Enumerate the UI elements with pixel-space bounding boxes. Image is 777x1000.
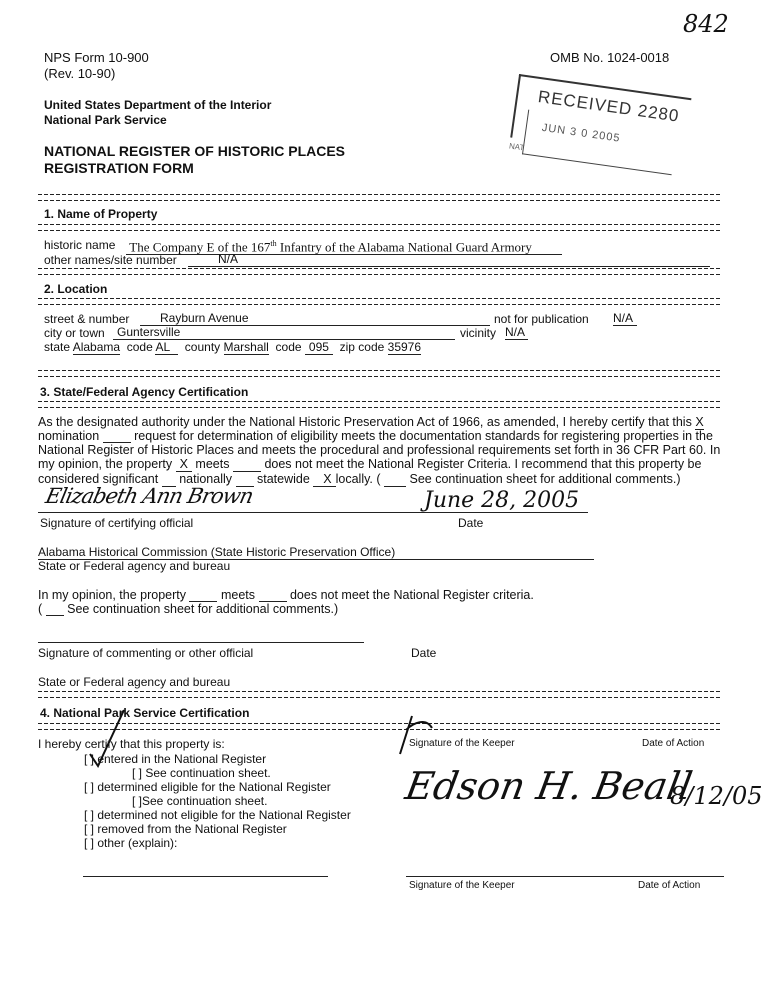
city-text: Guntersville [117,325,181,339]
cert-text-4c: does not meet the National Register Criteria. I recommend that this property be [264,457,702,471]
opinion-text-1a: In my opinion, the property [38,588,186,602]
certifying-date-handwritten: June 28, 2005 [424,488,580,513]
opinion-text-1c: does not meet the National Register criteria. [289,588,534,602]
action-label-1: Date of Action [642,738,705,749]
keeper-line-2 [406,876,724,877]
code-value: AL [155,340,178,355]
opinion-continuation-blank [46,602,64,616]
section-divider [38,691,720,698]
nps-intro: I hereby certify that this property is: [38,737,225,751]
opinion-line-2 [38,602,728,616]
date-label: Date [458,516,484,530]
nps-item-removed: [ ] removed from the National Register [84,822,287,836]
section-2-heading: 2. Location [44,282,108,296]
other-names-text: N/A [218,252,239,266]
received-stamp [507,74,696,188]
nps-item-entered: [ ] entered in the National Register [84,752,267,766]
agency2-label: State or Federal agency and bureau [38,675,231,689]
handwritten-page-number: 842 [683,10,729,38]
city-value [113,325,455,340]
opinion-line-1 [38,588,728,602]
city-label: city or town [44,326,105,340]
stamp-date: JUN 3 0 2005 [541,121,622,145]
cert-line-1 [38,415,728,429]
signature-line [38,512,588,513]
cert-text-5c: statewide [256,472,310,486]
street-value [140,311,490,326]
county-value: Marshall [223,340,269,354]
form-revision: (Rev. 10-90) [44,66,116,81]
keeper-label-1: Signature of the Keeper [409,738,515,749]
county-code-label: code [275,340,302,354]
state-value: Alabama [72,340,121,354]
historic-name-text-2: Infantry of the Alabama National Guard Armory [276,239,532,255]
other-names-label: other names/site number [44,253,177,267]
keeper-initial-mark-icon [392,708,442,758]
section-divider [38,298,720,305]
opinion-text-2b: See continuation sheet for additional comments.) [67,602,339,616]
certifying-official-signature: Elizabeth Ann Brown [43,484,255,508]
street-label: street & number [44,312,130,326]
form-number: NPS Form 10-900 [44,50,149,65]
zip-label: zip code [339,340,385,354]
request-blank [103,429,131,443]
agency-text: Alabama Historical Commission (State Historic Preservation Office) [38,545,396,559]
keeper-signature: Edson H. Beall [402,764,696,808]
comment-signature-label: Signature of commenting or other official [38,646,254,660]
cert-text-5b: nationally [179,472,233,486]
not-meet-blank [233,458,261,472]
not-for-publication-label: not for publication [494,312,589,326]
opinion-text-2a: ( [38,602,43,616]
county-label: county [184,340,221,354]
vicinity-label: vicinity [460,326,497,340]
street-text: Rayburn Avenue [160,311,249,325]
historic-name-sup: th [270,239,277,248]
cert-text-2a: nomination [38,429,100,443]
agency-label: State or Federal agency and bureau [38,559,231,573]
nomination-mark: X [695,415,704,429]
agency-value [38,545,594,560]
state-location-row [44,340,421,354]
opinion-text-1b: meets [220,588,256,602]
action-label-2: Date of Action [638,880,701,891]
stamp-received: RECEIVED 2280 [536,87,681,126]
cert-text-4b: meets [195,457,230,471]
section-divider [38,401,720,408]
nps-item-not-eligible: [ ] determined not eligible for the National Register [84,808,351,822]
section-divider [38,723,720,730]
continuation-blank [384,473,406,487]
cert-text-4a: my opinion, the property [38,457,173,471]
section-4-heading: 4. National Park Service Certification [40,706,250,720]
state-label: state [44,340,71,354]
historic-name-label: historic name [44,238,116,252]
vicinity-value: N/A [505,325,528,340]
section-divider [38,370,720,377]
nps-item-other: [ ] other (explain): [84,836,178,850]
form-subtitle: REGISTRATION FORM [44,160,194,176]
opinion-paragraph [38,588,728,616]
nps-item-continuation-2: [ ]See continuation sheet. [132,794,268,808]
keeper-date-handwritten: 8/12/05 [670,782,763,810]
opinion-meets-blank [189,588,217,602]
meets-mark: X [176,457,192,472]
locally-mark: X [313,472,335,487]
certification-paragraph [38,415,728,487]
cert-text-1: As the designated authority under the National Historic Preservation Act of 1966, as amended, I hereby certify that this [38,415,692,429]
cert-line-4 [38,457,728,472]
section-divider [38,224,720,231]
zip-value: 35976 [387,340,422,354]
nps-item-eligible: [ ] determined eligible for the National Register [84,780,331,794]
other-explain-line [83,876,328,877]
not-for-publication-value: N/A [613,311,637,326]
county-code-value: 095 [305,340,333,355]
cert-line-3: National Register of Historic Places and meets the procedural and professional requirements set forth in 36 CFR Part 60. In [38,443,721,457]
cert-text-2b: request for determination of eligibility meets the documentation standards for registering properties in the [134,429,713,443]
form-title: NATIONAL REGISTER OF HISTORIC PLACES [44,143,346,159]
cert-line-2 [38,429,728,443]
opinion-not-meet-blank [259,588,287,602]
section-1-heading: 1. Name of Property [44,207,158,221]
department-name: United States Department of the Interior [44,98,272,112]
section-3-heading: 3. State/Federal Agency Certification [40,385,249,399]
cert-text-5d: locally. ( [335,472,381,486]
signature-label: Signature of certifying official [40,516,194,530]
comment-date-label: Date [411,646,437,660]
code-label: code [126,340,153,354]
section-divider [38,268,720,275]
comment-signature-line [38,642,364,643]
stamp-nat: NAT [508,141,525,153]
cert-text-5a: considered significant [38,472,159,486]
section-divider [38,194,720,201]
keeper-label-2: Signature of the Keeper [409,880,515,891]
service-name: National Park Service [44,113,167,127]
other-names-value [188,252,710,267]
cert-text-5e: See continuation sheet for additional comments.) [409,472,681,486]
nps-item-continuation-1: [ ] See continuation sheet. [132,766,271,780]
checkmark-icon [80,702,140,770]
omb-number: OMB No. 1024-0018 [550,50,670,65]
historic-name-text: The Company E of the 167 [129,239,271,255]
